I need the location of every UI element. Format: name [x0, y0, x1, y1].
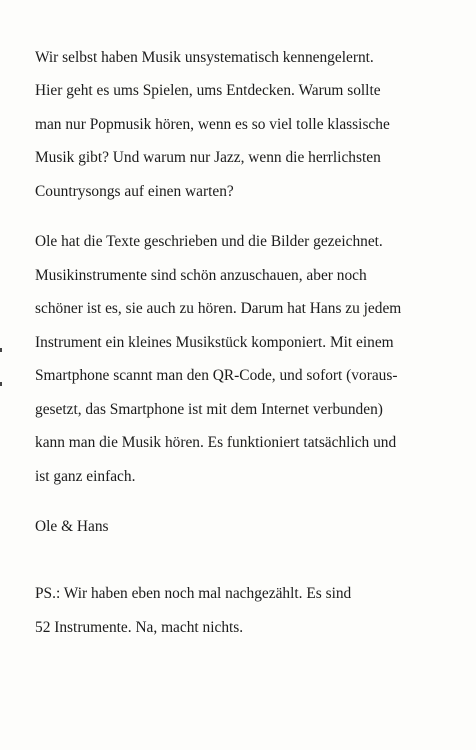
text-line: Ole & Hans	[35, 518, 109, 535]
text-line: Musikinstrumente sind schön anzuschauen, aber noch	[35, 267, 367, 284]
text-line: 52 Instrumente. Na, macht nichts.	[35, 619, 244, 636]
text-line: Smartphone scannt man den QR-Code, und sofort (voraus-	[35, 367, 398, 384]
page-edge-mark	[0, 382, 2, 386]
text-line: Wir selbst haben Musik unsystematisch kennengelernt.	[35, 49, 374, 66]
text-line: ist ganz einfach.	[35, 468, 136, 485]
text-line: Musik gibt? Und warum nur Jazz, wenn die herrlichsten	[35, 149, 381, 166]
text-line: Hier geht es ums Spielen, ums Entdecken. Warum sollte	[35, 82, 381, 99]
text-line: Ole hat die Texte geschrieben und die Bilder gezeichnet.	[35, 233, 383, 250]
text-line: gesetzt, das Smartphone ist mit dem Internet verbunden)	[35, 401, 383, 418]
text-line: Instrument ein kleines Musikstück komponiert. Mit einem	[35, 334, 394, 351]
text-line: kann man die Musik hören. Es funktioniert tatsächlich und	[35, 434, 397, 451]
text-line: Countrysongs auf einen warten?	[35, 183, 234, 200]
page-edge-mark	[0, 348, 2, 352]
text-line: PS.: Wir haben eben noch mal nachgezählt. Es sind	[35, 585, 352, 602]
text-line: man nur Popmusik hören, wenn es so viel tolle klassische	[35, 116, 390, 133]
text-line: schöner ist es, sie auch zu hören. Darum hat Hans zu jedem	[35, 300, 402, 317]
